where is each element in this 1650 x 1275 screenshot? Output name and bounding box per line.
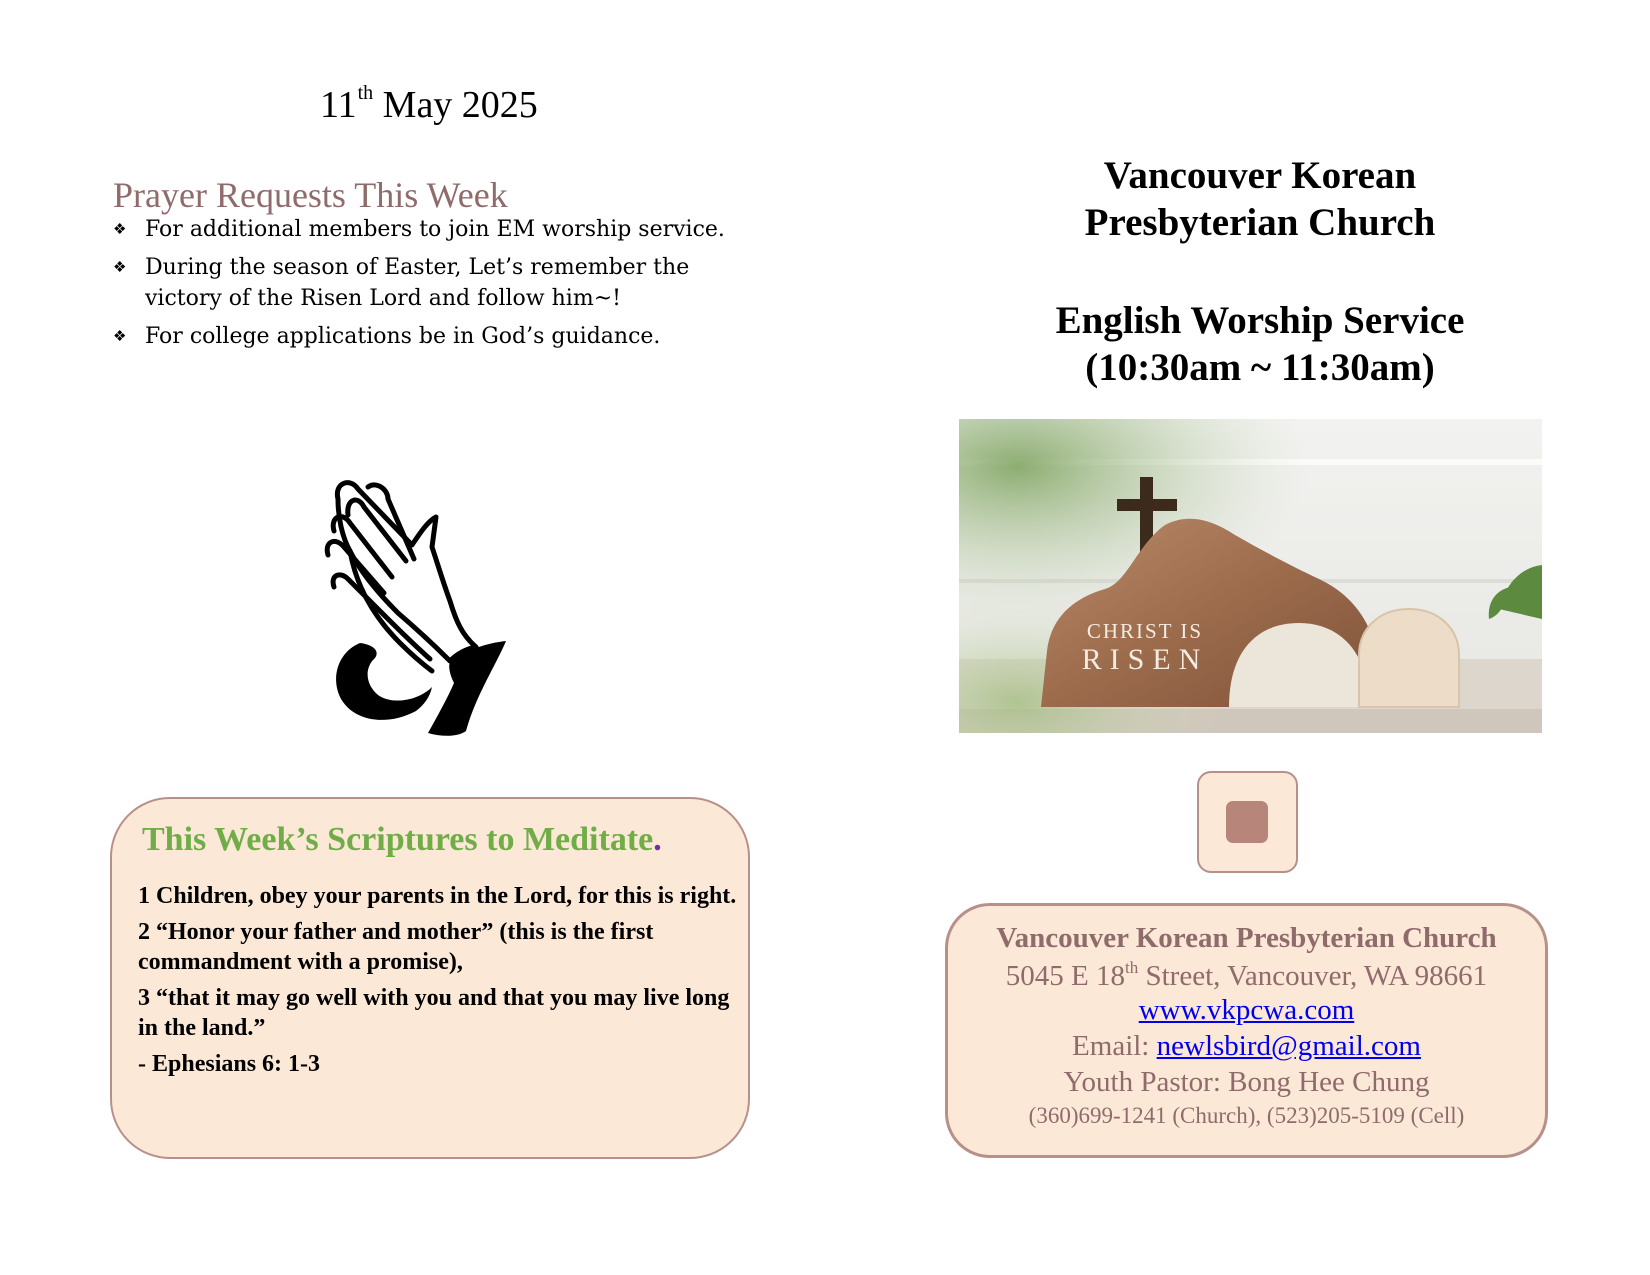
scripture-title-dot: . xyxy=(653,821,662,858)
service-time: (10:30am ~ 11:30am) xyxy=(1085,346,1435,389)
church-title-line2: Presbyterian Church xyxy=(1084,201,1436,244)
contact-church-name: Vancouver Korean Presbyterian Church xyxy=(996,922,1497,954)
easter-tomb-photo xyxy=(959,419,1542,733)
scripture-reference: - Ephesians 6: 1-3 xyxy=(138,1051,321,1077)
scripture-title xyxy=(142,821,662,859)
church-title xyxy=(960,152,1560,246)
prayer-item-text: During the season of Easter, Let’s remember the victory of the Risen Lord and follow him~! xyxy=(145,255,690,311)
service-title xyxy=(960,297,1560,391)
scripture-box xyxy=(110,797,750,1159)
address-suffix: th xyxy=(1125,958,1139,977)
address-rest: Street, Vancouver, WA 98661 xyxy=(1138,960,1488,992)
website-link[interactable]: www.vkpcwa.com xyxy=(1138,994,1355,1026)
address-number: 5045 E 18 xyxy=(1005,960,1126,992)
church-title-line1: Vancouver Korean xyxy=(1103,154,1417,197)
prayer-heading: Prayer Requests This Week xyxy=(113,175,508,215)
contact-email-line xyxy=(948,1030,1545,1063)
scripture-verse: 2 “Honor your father and mother” (this is the first commandment with a promise), xyxy=(138,919,654,975)
stop-button[interactable] xyxy=(1197,771,1298,873)
praying-hands-icon xyxy=(320,475,530,740)
prayer-item xyxy=(113,321,753,352)
contact-box xyxy=(945,903,1548,1158)
bullet-icon: ❖ xyxy=(113,258,127,276)
scripture-title-text: This Week’s Scriptures to Meditate xyxy=(142,821,654,858)
bullet-icon: ❖ xyxy=(113,327,127,345)
date-day: 11 xyxy=(320,84,357,126)
prayer-item xyxy=(113,214,753,245)
contact-pastor: Youth Pastor: Bong Hee Chung xyxy=(1063,1066,1430,1098)
prayer-item-text: For college applications be in God’s guidance. xyxy=(145,324,661,349)
date-rest: May 2025 xyxy=(382,84,538,126)
prayer-item-text: For additional members to join EM worship service. xyxy=(145,217,725,242)
bulletin-date xyxy=(320,82,640,127)
photo-caption-line2: RISEN xyxy=(1081,643,1209,676)
email-link[interactable]: newlsbird@gmail.com xyxy=(1156,1030,1421,1062)
service-name: English Worship Service xyxy=(1055,299,1465,342)
bullet-icon: ❖ xyxy=(113,220,127,238)
scripture-verse: 3 “that it may go well with you and that you may live long in the land.” xyxy=(138,985,730,1041)
photo-caption-line1: CHRIST IS xyxy=(1086,619,1204,643)
prayer-list xyxy=(113,214,753,359)
date-suffix: th xyxy=(357,82,374,104)
email-label: Email: xyxy=(1072,1030,1157,1062)
stop-icon xyxy=(1226,801,1268,843)
contact-website-line xyxy=(948,994,1545,1027)
scripture-text xyxy=(138,881,738,1085)
scripture-verse: 1 Children, obey your parents in the Lord, for this is right. xyxy=(138,883,737,909)
prayer-item xyxy=(113,252,753,314)
contact-address xyxy=(948,958,1545,993)
contact-phones: (360)699-1241 (Church), (523)205-5109 (Cell) xyxy=(1028,1103,1465,1128)
